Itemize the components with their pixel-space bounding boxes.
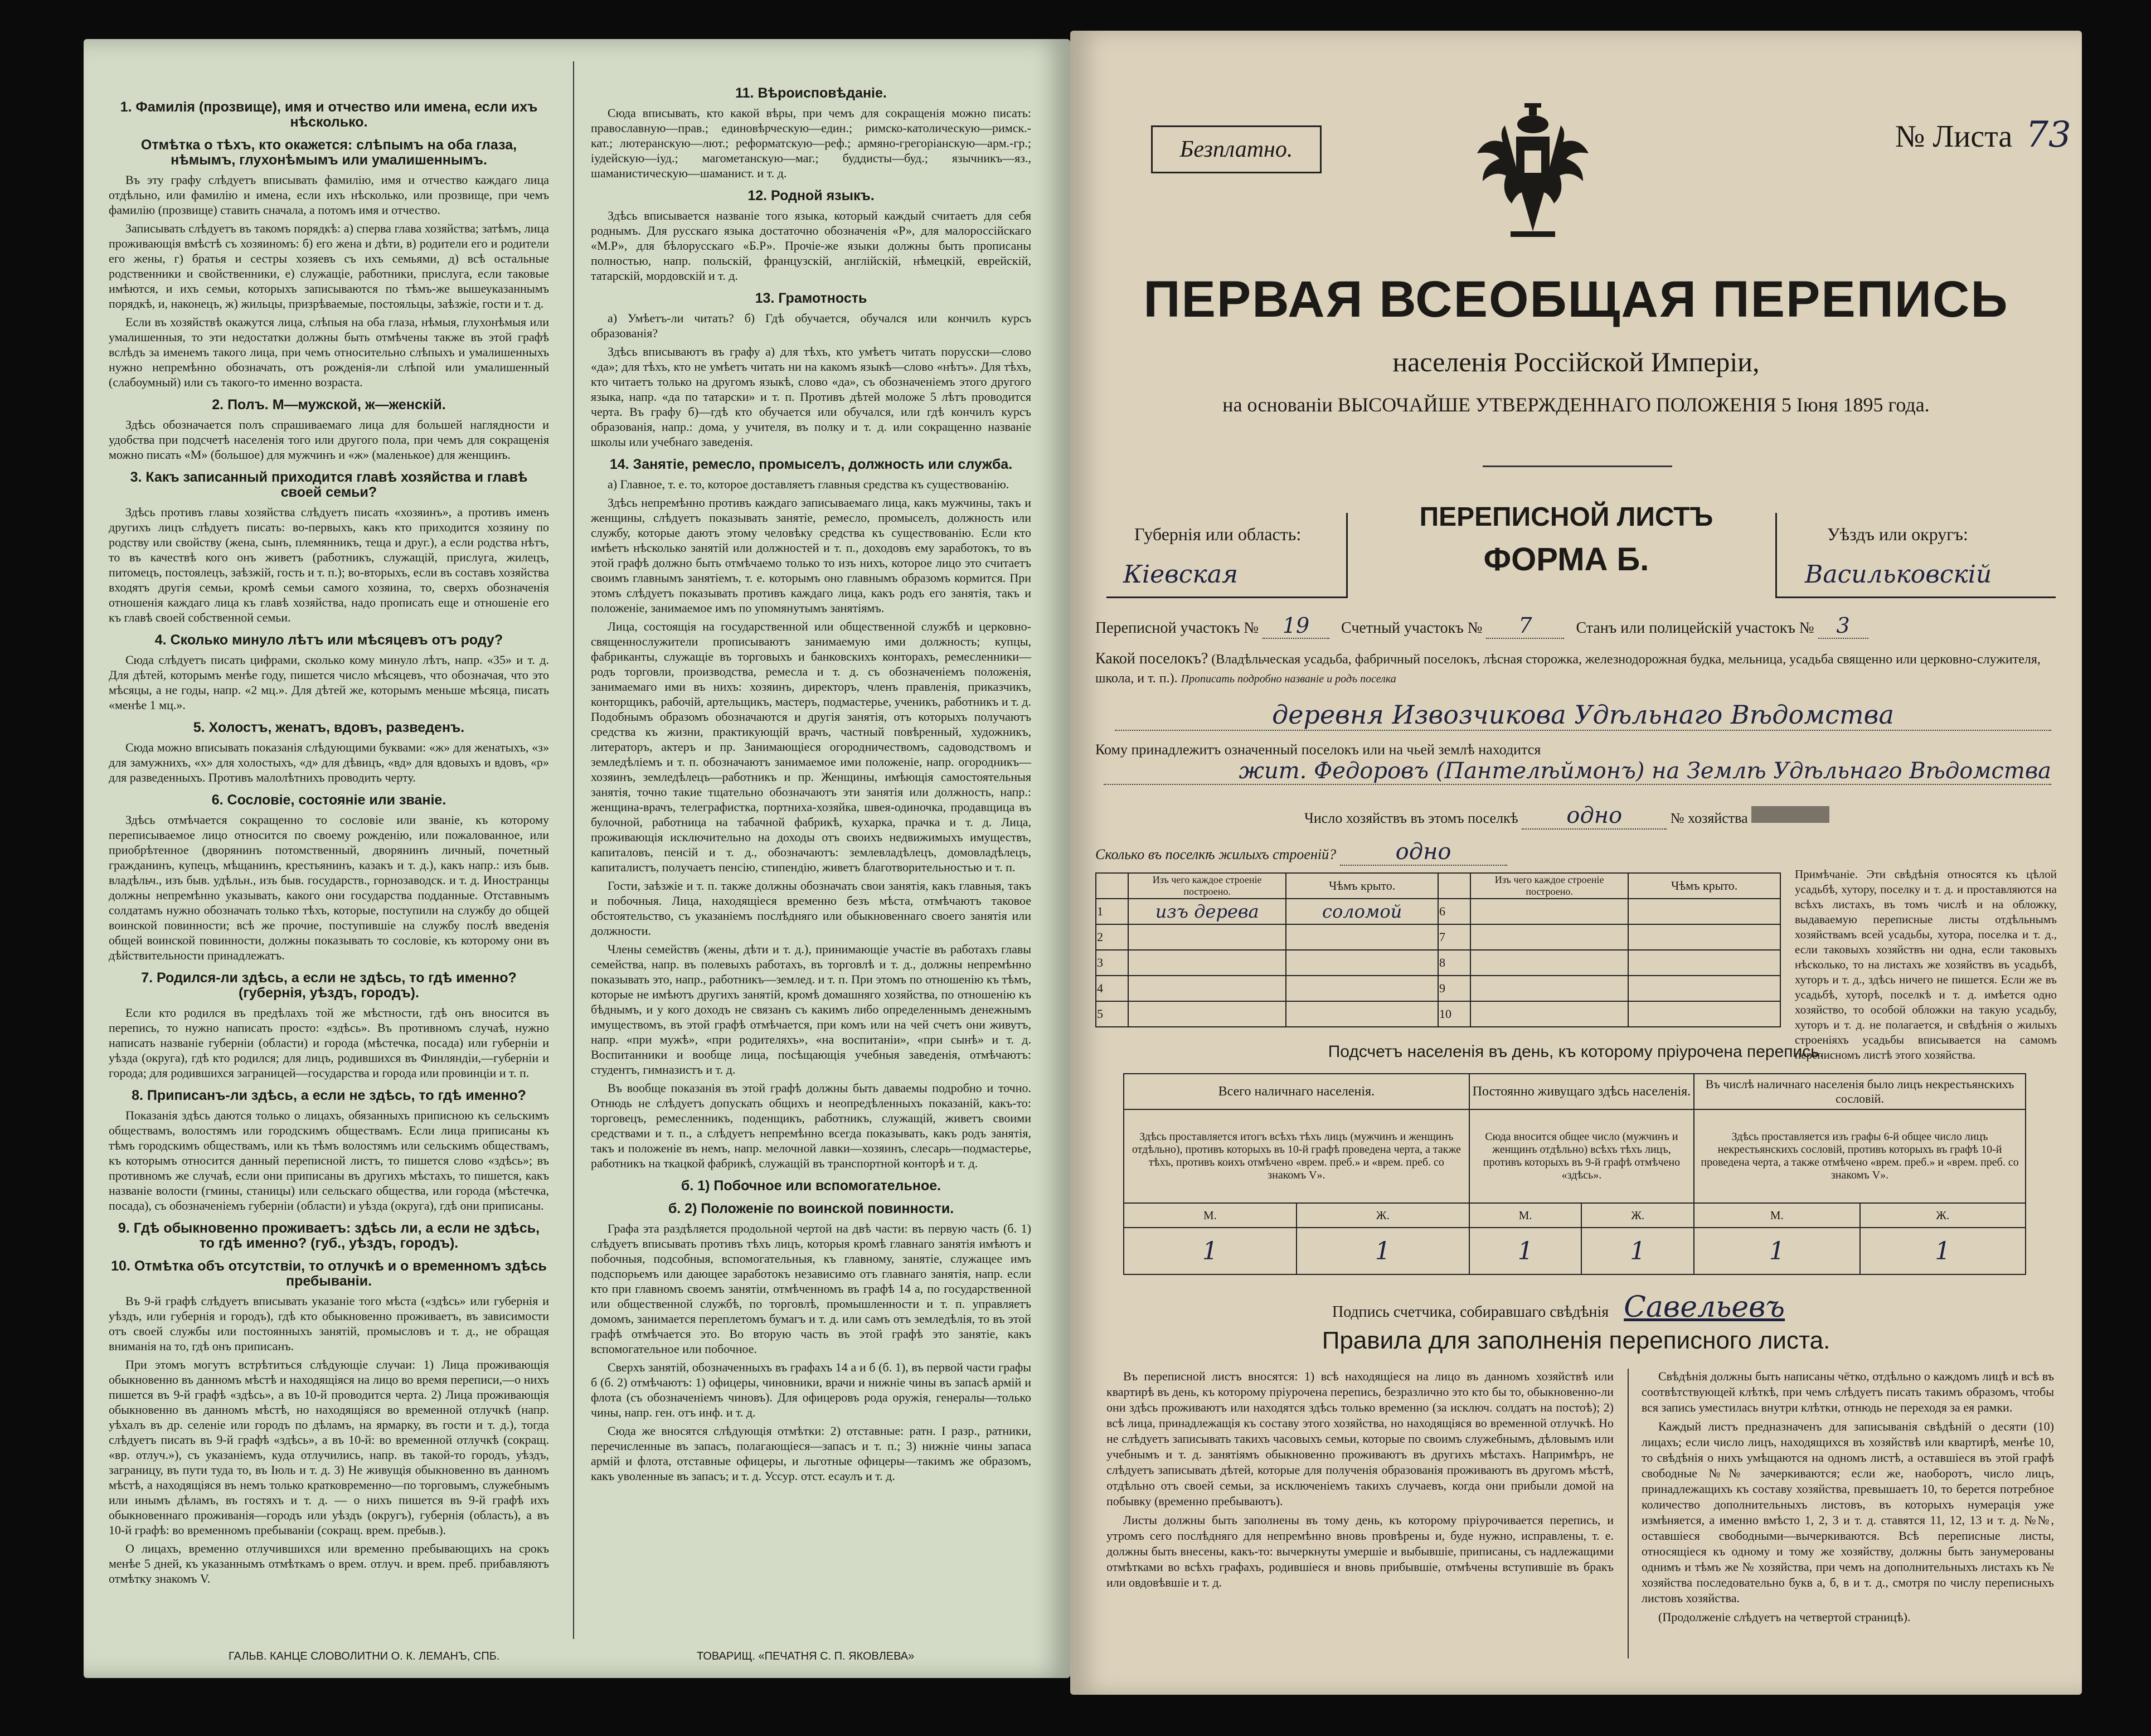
paragraph: Лица, состоящія на государственной или общественной службѣ и церковно-священнослужители прописываютъ занимаемую ими должность; купцы, фабриканты, служащіе въ торговыхъ и банковскихъ конторахъ, ремесленники—родъ торговли, производства, ремесла и т. д. съ обозначеніемъ положенія, занимаемаго ими въ нихъ: хозяинъ, директоръ, членъ правленія, приказчикъ, конторщикъ, рабочій, артельщикъ, мастеръ, подмастерье, ученикъ, работникъ и т. д. Подобнымъ образомъ обозначаются и другія занятія, отъ которыхъ получаютъ средства къ жизни, практикующій врачъ, частный повѣренный, художникъ, литераторъ, актеръ и пр. Занимающіеся огородничествомъ, садоводствомъ и земледѣліемъ и т. п. обозначаютъ занимаемое ими положеніе, напр. огородникъ—хозяинъ, земледѣлецъ—работникъ и пр. Женщины, имѣющія самостоятельныя занятія, точно такие тщательно обозначаютъ эти занятія или должность, напр.: женщина-врачъ, телеграфистка, портниха-хозяйка, швея-одиночка, продавщица въ булочной, работница на табачной фабрикѣ, кухарка, прачка и т. д. Лица, проживающія исключительно на доходы отъ своихъ недвижимыхъ имуществъ, капиталовъ, пенсій и т. д., обозначаютъ: землевладѣлецъ, домовладѣлецъ, капиталистъ, получаетъ пенсію, стипендію, живетъ благотворительностью и т. п. <box>591 619 1031 874</box>
signature-value: Савельевъ <box>1624 1291 1785 1324</box>
district-label: Уѣздъ или округъ: <box>1827 524 1968 544</box>
total-value: 1 <box>1581 1228 1694 1274</box>
section-heading: 7. Родился-ли здѣсь, а если не здѣсь, то гдѣ именно? (губернія, уѣздъ, городъ). <box>141 970 517 1001</box>
left-column-2 <box>591 78 1031 1487</box>
buildings-note: Примѣчаніе. Эти свѣдѣнія относятся къ цѣлой усадьбѣ, хутору, поселку и т. д. и проставляются на всѣхъ листахъ, въ томъ числѣ и на обложку, выдаваемую переписные листы отдѣльнымъ хозяйствамъ всей усадьбы, хутора, поселка и т. д., если таковыхъ хозяйствъ ни одна, если таковыхъ нѣсколько, то на листахъ же хозяйствъ въ усадьбѣ, хуторъ и т. д., здѣсь ничего не пишется. Если же въ усадьбѣ, хуторѣ, поселкѣ и т. д. имѣется одно хозяйство, то особой обложки на такую усадьбу, хуторъ и т. д. не полагается, и свѣдѣнія о жилыхъ строеніяхъ усадьбы вписывается на самомъ переписномъ листѣ этого хозяйства. <box>1795 867 2057 1061</box>
totals-h-nonpeasant: Въ числѣ наличнаго населенія было лицъ некрестьянскихъ сословій. <box>1694 1074 2026 1109</box>
roof-cell <box>1628 950 1780 976</box>
province-box <box>1106 513 1348 598</box>
material-cell <box>1128 976 1286 1001</box>
section-heading: 2. Полъ. М—мужской, ж—женскій. <box>212 397 446 413</box>
table-row <box>1096 976 1780 1001</box>
paragraph: Здѣсь отмѣчается сокращенно то сословіе или званіе, къ которому переписываемое лицо относится по своему рожденію, или пожалованное, или приобрѣтенное (дворянинъ потомственный, дворянинъ личный, почетный гражданинъ, купецъ, мѣщанинъ, крестьянинъ, казакъ и т. д.), какъ напр.: изъ быв. владѣльч., изъ быв. удѣльн., изъ быв. государств., горнозаводск. и т. д. Иностранцы должны непремѣнно указывать, какого они государства подданные. Отставнымъ солдатамъ нужно обозначать только тѣхъ, которые, поступили на службу до общей воинской повинности; всѣ же прочие, поступившіе на службу послѣ введенія общей воинской повинности, должны показывать то сословіе, къ которому они въ дѣйствительности принадлежатъ. <box>109 813 549 962</box>
settlement-line <box>1095 649 2054 688</box>
paragraph: При этомъ могутъ встрѣтиться слѣдующіе случаи: 1) Лица проживающія обыкновенно въ данномъ мѣстѣ и находящіяся на лицо во время переписи,—о нихъ пишется въ 9-й графѣ «здѣсь», а въ 10-й проводится черта. 2) Лица проживающія обыкновенно въ данномъ мѣстѣ, но находящіяся во временной отлучкѣ (напр. уѣхалъ въ др. селеніе или городъ по дѣламъ, на ярмарку, въ гости и т. д.), тогда слѣдуетъ писать въ 9-й графѣ «здѣсь», а въ 10-й: во временной отлучкѣ (сокращ. «вр. отлуч.»), съ указаніемъ, куда отлучились, напр. въ такой-то городъ, уѣздъ, заграницу, въ пути тудa то, въ Іюль и т. д. 3) Не живущія обыкновенно въ данномъ мѣстѣ, а находящіяся въ немъ только кратковременно—по торговымъ, служебнымъ или инымъ дѣламъ, въ гостяхъ и т. д. — о нихъ пишется въ 9-й графѣ ихъ обыкновеннаго проживанія—городъ или уѣздъ (округъ), губернія (область), а въ 10-й графѣ: во временномъ пребываніи (сокращ. врем. пребыв.). <box>109 1357 549 1537</box>
row-number: 9 <box>1438 976 1470 1001</box>
paragraph: Члены семействъ (жены, дѣти и т. д.), принимающіе участіе въ работахъ главы семейства, напр. въ полевыхъ работахъ, въ торговлѣ и т. д., должны непремѣнно показывать это, напр., работникъ—землед. и т. п. При этомъ по отношенію къ тѣмъ, которые не имѣютъ другихъ занятій, кромѣ домашняго хозяйства, по отношенію къ бѣднымъ, и у кого доходъ не связанъ съ какимъ либо определеннымъ денежнымъ имуществомъ, въ этой графѣ отмѣчается, при комъ или на чей счетъ они живутъ, напр. «при мужѣ», «при родителяхъ», «на воспитаніи», «при сынѣ» и т. д. Воспитанники и вообще лица, посѣщающія учебныя заведенія, отмѣчаютъ: студентъ, гимназистъ и т. д. <box>591 942 1031 1076</box>
paragraph: Гости, заѣзжіе и т. п. также должны обозначать свои занятія, какъ главныя, такъ и побочныя. Лица, находящіеся временно безъ мѣста, отмѣчаютъ таковое обстоятельство, съ указаніемъ послѣдняго или обыкновеннаго своего занятія или должности. <box>591 879 1031 938</box>
roof-cell <box>1286 1001 1438 1027</box>
row-number: 1 <box>1096 899 1128 924</box>
count-area-value: 7 <box>1486 613 1564 639</box>
section-heading: 1. Фамилія (прозвище), имя и отчество или имена, если ихъ нѣсколько. <box>120 99 538 130</box>
district-box <box>1775 513 2056 598</box>
bldg-header-roof: Чѣмъ крыто. <box>1286 873 1438 899</box>
paragraph: О лицахъ, временно отлучившихся или временно пребывающихъ на срокъ менѣе 5 дней, къ указаннымъ отмѣткамъ о врем. отлуч. и врем. преб. прибавляютъ отмѣтку знакомъ V. <box>109 1541 549 1585</box>
paragraph: Сверхъ занятій, обозначенныхъ въ графахъ 14 а и б (б. 1), въ первой части графы б (б. 2) отмѣчаютъ: 1) офицеры, чиновники, врачи и нижніе чины въ запасѣ армій и флота (съ обозначеніемъ чиновъ). Для офицеровъ рода оружія, генералы—только чины, напр. ген. отъ инф. и т. д. <box>591 1360 1031 1419</box>
total-value: 1 <box>1297 1228 1469 1274</box>
rules-divider <box>1628 1369 1629 1659</box>
roof-cell <box>1628 924 1780 950</box>
material-cell: изъ дерева <box>1128 899 1286 924</box>
table-row <box>1096 924 1780 950</box>
paragraph: Сюда же вносятся слѣдующія отмѣтки: 2) отставные: ратн. I разр., ратники, перечисленные въ запасъ, полагающiеся—запасъ и т. п.; 3) нижніе чины запаса армій и флота, отставные офицеры, и льготные офицеры—такимъ же образомъ, какъ уволенные въ запасъ; и т. д. Уссур. отст. есаулъ и т. д. <box>591 1424 1031 1483</box>
section-heading: 8. Приписанъ-ли здѣсь, а если не здѣсь, то гдѣ именно? <box>132 1088 526 1103</box>
totals-d-present: Здѣсь проставляется итогъ всѣхъ тѣхъ лицъ (мужчинъ и женщинъ отдѣльно), противъ которыхъ въ 10-й графѣ проведена черта, а также тѣхъ, противъ коихъ отмѣчено «врем. преб.» и «врем. преб. со знакомъ V». <box>1124 1109 1469 1203</box>
section-heading: б. 1) Побочное или вспомогательное. <box>681 1178 941 1194</box>
paragraph: а) Главное, т. е. то, которое доставляетъ главныя средства къ существованію. <box>608 477 1009 491</box>
totals-d-permanent: Сюда вносится общее число (мужчинъ и женщинъ отдѣльно) всѣхъ тѣхъ лицъ, противъ которыхъ въ 9-й графѣ отмѣчено «здѣсь». <box>1469 1109 1694 1203</box>
paragraph: Здѣсь непремѣнно противъ каждаго записываемаго лица, какъ мужчины, такъ и женщины, слѣдуетъ показывать занятіе, ремесло, промыселъ, должность или службу, которые даютъ этому человѣку средства къ существованію. Если кто имѣетъ нѣсколько занятій или должностей и т. п., доходовъ ему заработокъ, то въ этой графѣ должно быть отмѣчаемо только то изъ нихъ, которое лицо это считаетъ своимъ главнымъ занятіемъ, т. е. которымъ оно главнымъ образомъ кормится. При этомъ слѣдуетъ показывать противъ каждаго лица, какъ родъ его занятія, такъ и положеніе, занимаемое имъ по упомянутымъ занятіямъ. <box>591 496 1031 615</box>
row-number: 7 <box>1438 924 1470 950</box>
totals-h-permanent: Постоянно живущаго здѣсь населенія. <box>1469 1074 1694 1109</box>
paragraph: Здѣсь обозначается полъ спрашиваемаго лица для большей наглядности и удобства при подсчетѣ населенія того или другого пола, при чемъ для сокращенія можно писать «М» (большое) для мужчинъ и «ж» (маленькое) для женщинъ. <box>109 418 549 462</box>
count-heading: Подсчетъ населенія въ день, къ которому пріурочена перепись. <box>1328 1042 1824 1061</box>
row-number: 6 <box>1438 899 1470 924</box>
section-heading: 5. Холостъ, женатъ, вдовъ, разведенъ. <box>193 720 465 735</box>
district-value: Васильковскій <box>1805 560 1992 589</box>
section-heading: 13. Грамотность <box>755 290 867 306</box>
bldg-header-material: Изъ чего каждое строеніе построено. <box>1128 873 1286 899</box>
census-area-value: 19 <box>1263 613 1329 639</box>
paragraph: Въ вообще показанія въ этой графѣ должны быть даваемы подробно и точно. Отнюдь не слѣдуетъ допускать общихъ и неопредѣленныхъ показаній, какъ-то: торговецъ, ремесленникъ, поденщикъ, работникъ, служащій, живетъ своими средствами и т. п., а слѣдуетъ непремѣнно всегда показывать, какъ родъ занятія, такъ и положеніе въ немъ, напр. мелочной лавки—хозяинъ, слесарь—подмастерье, работникъ на ткацкой фабрикѣ, служащій въ транспортной конторѣ и т. д. <box>591 1081 1031 1170</box>
imperial-eagle-icon <box>1472 98 1594 248</box>
paragraph: Здѣсь противъ главы хозяйства слѣдуетъ писать «хозяинъ», а противъ именъ другихъ лицъ слѣдуетъ писать: во-первыхъ, какъ кто приходится хозяину по родству или свойству (жена, сынъ, племянникъ, теща и друг.), а если родства нѣтъ, то въ качествѣ кого онъ живетъ (работникъ, служащій, прислуга, жилецъ, питомецъ, постоялецъ, заѣзжій, гость и т. п.); во-вторыхъ, если въ составъ хозяйства входятъ другія семьи, кромѣ семьи самого хозяина, то, сверхъ обозначенія отношенія каждаго лица къ главѣ хозяйства, надо прописать еще и отношеніе его къ главѣ своей собственной семьи. <box>109 505 549 624</box>
buildings-line <box>1095 839 1507 866</box>
total-value: 1 <box>1124 1228 1297 1274</box>
section-heading: 14. Занятіе, ремесло, промыселъ, должность или служба. <box>609 457 1013 472</box>
free-label: Безплатно. <box>1151 125 1322 173</box>
rule-paragraph: (Продолженіе слѣдуетъ на четвертой страницѣ). <box>1658 1610 1911 1624</box>
printer-note-right: ТОВАРИЩ. «ПЕЧАТНЯ С. П. ЯКОВЛЕВА» <box>697 1650 915 1662</box>
printer-note-left: ГАЛЬВ. КАНЦЕ СЛОВОЛИТНИ О. К. ЛЕМАНЪ, СПБ. <box>229 1650 500 1662</box>
paragraph: Если кто родился въ предѣлахъ той же мѣстности, гдѣ онъ вносится въ перепись, то нужно написать просто: «здѣсь». Въ противномъ случаѣ, нужно написать названіе губерніи (области) и города (мѣстечка, посада) или губерніи и уѣзда (округа), гдѣ кто родился; для лицъ, родившихся въ Финляндіи,—губерніи и города; для родившихся заграницей—государства и города или провинціи и т. п. <box>109 1006 549 1080</box>
table-row <box>1096 1001 1780 1027</box>
roof-cell <box>1628 976 1780 1001</box>
row-number: 2 <box>1096 924 1128 950</box>
form-title: ПЕРЕПИСНОЙ ЛИСТЪ <box>1419 502 1713 532</box>
row-number: 4 <box>1096 976 1128 1001</box>
rule-paragraph: Листы должны быть заполнены въ тому день, къ которому пріурочивается перепись, и утромъ сего послѣдняго для непремѣнно вновь провѣрены и, буде нужно, исправлены, т. е. должны быть внесены, какъ-то: вычеркнуты умершіе и выбывшіе, приписаны, съ надлежащими отмѣтками во всѣхъ графахъ, родившіеся и вновь прибывшіе, отмѣчены вступившіе въ бракъ или овдовѣвшіе и т. д. <box>1106 1513 1614 1589</box>
row-number: 3 <box>1096 950 1128 976</box>
rules-right-column <box>1642 1369 2054 1628</box>
section-heading: 11. Вѣроисповѣданіе. <box>735 85 887 101</box>
paragraph: Въ 9-й графѣ слѣдуетъ вписывать указаніе того мѣста («здѣсь» или губернія и уѣздъ, или губернія и городъ), гдѣ кто обыкновенно проживаетъ, въ зависимости отъ своей службы или постоянныхъ занятій, промысловъ и т. д., не обращая вниманія на то, гдѣ онъ приписанъ. <box>109 1294 549 1353</box>
paragraph: Графа эта раздѣляется продольной чертой на двѣ части: въ первую часть (б. 1) слѣдуетъ вписывать противъ тѣхъ лицъ, которыя кромѣ главнаго занятія имѣютъ и побочныя, подсобныя, вспомогательныя, къ главному, занятіе, служащее имъ подспорьемъ или дающее заработокъ независимо отъ главнаго занятія, напр. если кто при главномъ своемъ занятіи, отмѣченномъ въ графѣ 14 а, по государственной или общественной службѣ, по торговлѣ, промышленности и т. п. управляетъ домомъ, занимается переплетомъ бумагъ и т. д. или самъ отъ земледѣлія, то въ этой графѣ отмѣчается это. Во вторую часть въ этой графѣ это занятіе, какъ вспомогательное или побочное. <box>591 1221 1031 1356</box>
paragraph: а) Умѣетъ-ли читать? б) Гдѣ обучается, обучался или кончилъ курсъ образованія? <box>591 311 1031 340</box>
female-header: Ж. <box>1297 1203 1469 1228</box>
paragraph: Здѣсь вписываютъ въ графу а) для тѣхъ, кто умѣетъ читать порусски—слово «да»; для тѣхъ, кто не умѣетъ читать ни на какомъ языкѣ—слово «нѣтъ». Для тѣхъ, кто читаетъ только на другомъ языкѣ, слово «да», съ обозначеніемъ этого другого языка, напр. «да по татарски» и т. п. Противъ дѣтей моложе 5 лѣтъ проводится черта. Въ графу б)—гдѣ кто обучается или обучался, или гдѣ кончилъ курсъ образованія, напр.: дома, у учителя, въ полку и т. д. или сокращенно названіе школы или учебнаго заведенія. <box>591 345 1031 449</box>
sheet-number-label: № Листа <box>1895 119 2013 154</box>
settlement-hint: (Владѣльческая усадьба, фабричный поселокъ, лѣсная сторожка, железнодорожная будка, мельница, усадьба священно или церковно-служителя, школа, и т. п.). <box>1095 652 2041 686</box>
totals-h-present: Всего наличнаго населенія. <box>1124 1074 1469 1109</box>
signature-line <box>1332 1291 1785 1324</box>
left-column-1 <box>109 92 549 1589</box>
household-number-label: № хозяйства <box>1670 810 1748 826</box>
paragraph: Сюда можно вписывать показанія слѣдующими буквами: «ж» для женатыхъ, «з» для замужнихъ, «х» для холостыхъ, «д» для дѣвицъ, «вд» для вдовыхъ и вдовъ, «р» для разведенныхъ. Противъ малолѣтнихъ проводить черту. <box>109 740 549 784</box>
census-basis: на основаніи ВЫСОЧАЙШЕ УТВЕРЖДЕННАГО ПОЛОЖЕНІЯ 5 Іюня 1895 года. <box>1222 394 1930 416</box>
rule-paragraph: Въ переписной листъ вносятся: 1) всѣ находящіеся на лицо въ данномъ хозяйствѣ или квартирѣ въ день, къ которому пріурочена перепись, безразлично это кто бы то, обыкновенно-ли они здѣсь проживаютъ или находятся здѣсь только временно (за исключ. солдатъ на постоѣ); 2) всѣ лица, принадлежащія къ составу этого хозяйства, но находящіяся во временной отлучкѣ. Но не слѣдуетъ записывать такихъ часовыхъ семьи, которые по своимъ служебнымъ, дѣловымъ или учебнымъ и т. д. занятіямъ обыкновенно проживаютъ въ другихъ мѣстахъ. Напримѣръ, не слѣдуетъ записывать дѣтей, которые для полученія образованія проживаютъ въ другомъ мѣстѣ, отдѣльно отъ своей семьи, за исключеніемъ такихъ случаевъ, когда они прибыли домой на побывку (временно пребываютъ). <box>1106 1369 1614 1508</box>
material-cell <box>1470 976 1628 1001</box>
section-heading: 10. Отмѣтка объ отсутствіи, то отлучкѣ и о временномъ здѣсь пребываніи. <box>111 1258 547 1289</box>
table-row <box>1096 899 1780 924</box>
census-subtitle: населенія Россійской Имперіи, <box>1392 346 1760 377</box>
buildings-table <box>1095 872 1781 1027</box>
roof-cell <box>1286 950 1438 976</box>
household-number-redacted <box>1751 806 1829 823</box>
paragraph: Показанія здѣсь даются только о лицахъ, обязанныхъ приписною къ сельскимъ обществамъ, волостямъ или городскимъ обществамъ. Если лица приписаны къ тѣмъ городскимъ обществамъ, или къ тѣмъ волостямъ или сельскимъ обществамъ, къ которымъ относится данный переписной листъ, то пишется слово «здѣсь»; въ противномъ же случаѣ, если они приписаны въ другихъ мѣстахъ, то пишется, какъ названіе волости (гмины, станицы) или сельскаго общества, или города (мѣстечка, посада), съ обозначеніемъ губерніи (области) и уѣзда (округа), гдѣ они приписаны. <box>109 1108 549 1213</box>
totals-d-nonpeasant: Здѣсь проставляется изъ графы 6-й общее число лицъ некрестьянскихъ сословій, противъ которыхъ въ графѣ 10-й проведена черта, а также отмѣчено «врем. преб.» и «врем. преб. со знакомъ V». <box>1694 1109 2026 1203</box>
roof-cell <box>1628 1001 1780 1027</box>
province-value: Кіевская <box>1123 560 1239 589</box>
column-divider <box>573 61 574 1639</box>
bldg-header-material: Изъ чего каждое строеніе построено. <box>1470 873 1628 899</box>
rules-title: Правила для заполненія переписного листа. <box>1322 1327 1830 1354</box>
section-heading: 4. Сколько минуло лѣтъ или мѣсяцевъ отъ роду? <box>154 632 503 648</box>
police-area-label: Станъ или полицейскій участокъ № <box>1576 619 1814 637</box>
paragraph: Если въ хозяйствѣ окажутся лица, слѣпыя на оба глаза, нѣмыя, глухонѣмыя или умалишенныя, то эти недостатки должны быть отмѣчены также въ этой графѣ вслѣдъ за именемъ такого лица, при чемъ относительно слѣпыхъ и умалишенныхъ нужно непремѣнно обозначать, отъ рожденія-ли слѣпой или умалишенный (слабоумный) или съ такого-то именно возраста. <box>109 315 549 389</box>
paragraph: Записывать слѣдуетъ въ такомъ порядкѣ: а) сперва глава хозяйства; затѣмъ, лица проживающія вмѣстѣ съ хозяиномъ: б) его жена и дѣти, в) родители его и родители его жены, г) братья и сестры хозяевъ съ ихъ семьями, д) всѣ остальные родственники и свойственники, е) служащіе, работники, прислуга, если таковые имѣются, и ихъ семьи, которыхъ записываются по тѣмъ-же вышеуказаннымъ порядкѣ, и, наконецъ, ж) жильцы, призрѣваемые, постояльцы, заѣзжіе, гости и т. д. <box>109 221 549 311</box>
section-heading: 9. Гдѣ обыкновенно проживаетъ: здѣсь ли, а если не здѣсь, то гдѣ именно? (губ., уѣздъ, городъ). <box>118 1220 540 1251</box>
area-line <box>1095 613 1868 639</box>
roof-cell <box>1628 899 1780 924</box>
census-area-label: Переписной участокъ № <box>1095 619 1259 637</box>
buildings-label: Сколько въ поселкѣ жилыхъ строеній? <box>1095 846 1337 862</box>
roof-cell <box>1286 976 1438 1001</box>
households-label: Число хозяйствъ въ этомъ поселкѣ <box>1304 810 1518 826</box>
male-header: М. <box>1694 1203 1859 1228</box>
province-label: Губернія или область: <box>1134 524 1302 544</box>
right-page <box>1070 31 2082 1695</box>
female-header: Ж. <box>1581 1203 1694 1228</box>
section-heading: 12. Родной языкъ. <box>747 188 875 203</box>
rule-paragraph: Свѣдѣнія должны быть написаны чётко, отдѣльно о каждомъ лицѣ и всѣ въ соотвѣтствующей клѣткѣ, при чемъ слѣдуетъ писать такимъ образомъ, чтобы вся запись уместилась внутри клѣтки, отнюдь не переходя за ея рамки. <box>1642 1369 2054 1414</box>
total-value: 1 <box>1469 1228 1582 1274</box>
buildings-value: одно <box>1340 839 1507 866</box>
total-value: 1 <box>1694 1228 1859 1274</box>
section-heading: 6. Сословіе, состояніе или званіе. <box>211 792 446 808</box>
bldg-header-roof: Чѣмъ крыто. <box>1628 873 1780 899</box>
rules-left-column <box>1106 1369 1614 1594</box>
material-cell <box>1470 899 1628 924</box>
section-heading: б. 2) Положеніе по воинской повинности. <box>668 1201 954 1216</box>
left-page <box>84 39 1070 1678</box>
row-number: 8 <box>1438 950 1470 976</box>
section-heading: Отмѣтка о тѣхъ, кто окажется: слѣпымъ на оба глаза, нѣмымъ, глухонѣмымъ или умалишеннымъ. <box>140 137 517 168</box>
section-heading: 3. Какъ записанный приходится главѣ хозяйства и главѣ своей семьи? <box>130 469 528 500</box>
settlement-label: Какой поселокъ? <box>1095 650 1208 667</box>
table-row <box>1096 950 1780 976</box>
households-value: одно <box>1522 803 1667 830</box>
owner-value: жит. Федоровъ (Пантелѣймонъ) на Землѣ Удѣльнаго Вѣдомства <box>1104 758 2051 785</box>
female-header: Ж. <box>1860 1203 2026 1228</box>
paragraph: Сюда слѣдуетъ писать цифрами, сколько кому минуло лѣтъ, напр. «35» и т. д. Для дѣтей, которымъ менѣе году, пишется число мѣсяцевъ, что обозначая, что это мѣсяцы, а не годы, напр. «2 мц.». Для дѣтей же, которымъ меньше мѣсяца, писать «менѣе 1 мц.». <box>109 653 549 712</box>
police-area-value: 3 <box>1818 613 1868 639</box>
count-area-label: Счетный участокъ № <box>1341 619 1483 637</box>
row-number: 10 <box>1438 1001 1470 1027</box>
paragraph: Сюда вписывать, кто какой вѣры, при чемъ для сокращенія можно писать: православную—прав.; единовѣрческую—един.; римско-католическую—римск.-кат.; лютеранскую—лют.; реформатскую—реф.; армяно-грегоріанскую—арм.-гр.; іудейскую—іуд.; магометанскую—маг.; буддисты—буд.; язычникъ—яз., шаманистическую—шаманист. и т. д. <box>591 106 1031 180</box>
row-number: 5 <box>1096 1001 1128 1027</box>
households-line <box>1304 803 1829 830</box>
owner-label: Кому принадлежитъ означенный поселокъ или на чьей землѣ находится <box>1095 741 1541 758</box>
sheet-number-value: 73 <box>2026 114 2071 156</box>
material-cell <box>1470 924 1628 950</box>
male-header: М. <box>1469 1203 1582 1228</box>
divider <box>1483 465 1672 467</box>
population-totals-table <box>1123 1073 2026 1275</box>
paragraph: Здѣсь вписывается названіе того языка, который каждый считаетъ для себя роднымъ. Для русскаго языка достаточно обозначенія «Р», для малороссійскаго «М.Р», для бѣлорусскаго «Б.Р». Прочіе-же языки должны быть прописаны полностью, напр. польскій, французскій, англійскій, нѣмецкій, еврейскій, татарскій, мордовскій и т. д. <box>591 208 1031 283</box>
material-cell <box>1128 950 1286 976</box>
sheet-number <box>1895 114 2071 156</box>
material-cell <box>1470 1001 1628 1027</box>
rule-paragraph: Каждый листъ предназначенъ для записыванія свѣдѣній о десяти (10) лицахъ; если число лицъ, находящихся въ хозяйствѣ или квартирѣ, менѣе 10, то свѣдѣнія о нихъ умѣщаются на одномъ листѣ, а оставшіеся въ этой графѣ свободные №№ зачеркиваются; если же, наоборотъ, число лицъ, принадлежащихъ къ составу хозяйства, превышаетъ 10, то берется потребное количество дополнительныхъ листовъ, въ которыхъ нумерація уже измѣняется, а именно вмѣсто 1, 2, 3 и т. д. ставятся 11, 12, 13 и т. д. №№, оставшіеся свободными—вычеркиваются. Всѣ переписные листы, относящіеся къ одному и тому же хозяйству, должны быть занумерованы однимъ и тѣмъ же № хозяйства, при чемъ на дополнительныхъ листахъ къ № хозяйства последовательно букв а, б, в и т. д., смотря по числу переписныхъ листовъ хозяйства. <box>1642 1419 2054 1605</box>
roof-cell: соломой <box>1286 899 1438 924</box>
signature-label: Подпись счетчика, собиравшаго свѣдѣнія <box>1332 1303 1609 1321</box>
male-header: М. <box>1124 1203 1297 1228</box>
material-cell <box>1470 950 1628 976</box>
settlement-value: деревня Извозчикова Удѣльнаго Вѣдомства <box>1115 700 2051 731</box>
roof-cell <box>1286 924 1438 950</box>
total-value: 1 <box>1860 1228 2026 1274</box>
settlement-hint-2: Прописать подробно названіе и родъ поселка <box>1181 673 1396 685</box>
form-subtitle: ФОРМА Б. <box>1483 541 1649 578</box>
paragraph: Въ эту графу слѣдуетъ вписывать фамилію, имя и отчество каждаго лица отдѣльно, или фамилію и имена, если ихъ нѣсколько, или прозвище, при чемъ фамилію (прозвище) ставить сначала, а потомъ имя и отчество. <box>109 173 549 217</box>
census-title: ПЕРВАЯ ВСЕОБЩАЯ ПЕРЕПИСЬ <box>1143 271 2009 328</box>
material-cell <box>1128 1001 1286 1027</box>
material-cell <box>1128 924 1286 950</box>
